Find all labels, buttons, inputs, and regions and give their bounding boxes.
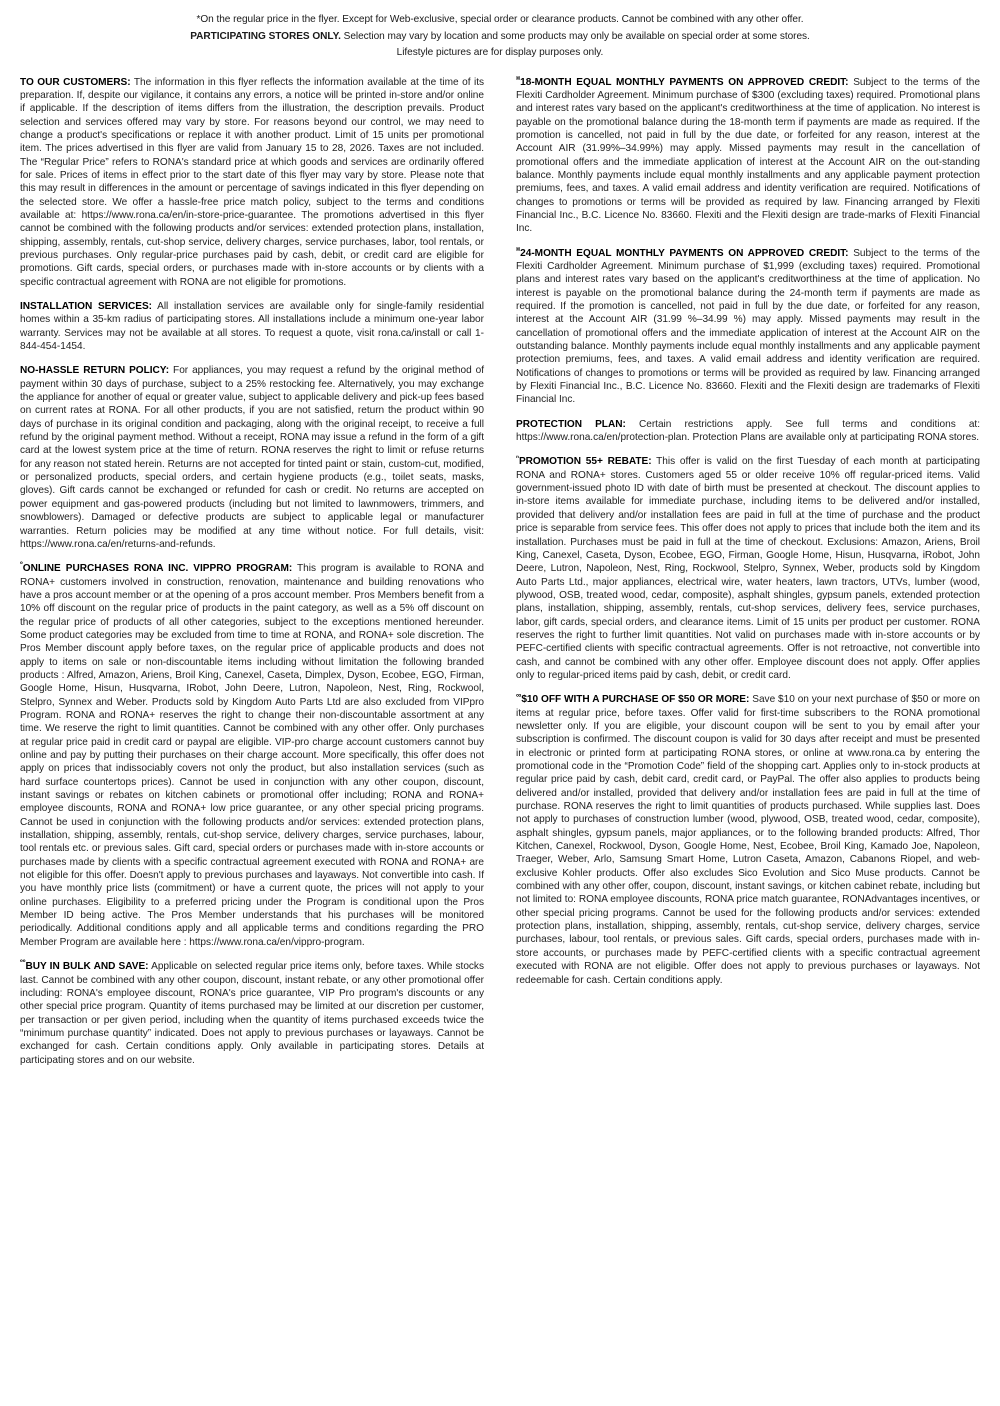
terms-columns (20, 73, 981, 1067)
section-body: This offer is valid on the first Tuesday of each month at participating RONA and RONA+ stores. Customers aged 55 or older receive 10% off regular-priced items. Valid government-issued photo ID with date of birth must be presented at checkout. The discount applies to in-store items available for immediate purchase, including items to be delivered and/or installed, provided that delivery and/or installation fees are paid in full at the time of purchase and the product price is separable from service fees. This offer does not apply to prices that include both the item and its installation. Purchases must be paid in full at the time of checkout. Exclusions: Amazon, Ariens, Broil King, Canexel, Caseta, Dyson, Ecobee, EGO, Firman, Google Home, Hisun, Husqvarna, iRobot, John Deere, Lutron, Napoleon, Nest, Ring, Rockwool, Stelpro, Synnex, Weber, products sold by Kingdom Auto Parts Ltd., major appliances, electrical wire, water heaters, lawn tractors, UTVs, lumber (wood, plywood, OSB, treated wood, cedar, composite), asphalt shingles, gypsum panels, extended protection plans, installation, shipping, assembly, rentals, cut-shop services, delivery fees, service purchases, labor, gift cards, special orders, and clearance items. Limit of 15 units per product per customer. RONA reserves the right to further limit quantities. Not valid on purchases made with in-store accounts or by PEFC-certified clients with specific contractual agreements. Offer is not retroactive, not convertible into cash, and cannot be combined with any other offer. Employee discount does not apply. Offer applies only to regular-priced items paid by cash, debit, or credit card. (516, 456, 980, 681)
section-body: Applicable on selected regular price items only, before taxes. While stocks last. Cannot be combined with any other coupon, discount, instant rebate, or any other promotional offer including: RONA's employee discount, RONA's price guarantee, VIP Pro program's discounts or any other special price program. Quantity of items purchased may be limited at our discretion per customer, per transaction or per given period, including when the quantity of items purchased exceeds twice the “minimum purchase quantity” indicated. Does not apply to previous purchases or layaways. Cannot be exchanged for cash. Certain conditions apply. Only available in participating stores. Details at participating stores and on our website. (20, 961, 484, 1066)
section-heading: NO-HASSLE RETURN POLICY: (20, 365, 170, 377)
section-heading: PROMOTION 55+ REBATE: (518, 456, 652, 468)
section-body: This program is available to RONA and RONA+ customers involved in construction, renovation, maintenance and building renovations who have a pros account member or at the opening of a pros account member. Pros Members benefit from a 10% off discount on the regular price of products in the paint category, as well as a 5% off discount on the regular price of products of all other categories, subject to the exceptions mentioned hereunder. Some product categories may be excluded from time to time at RONA, and RONA+ sole discretion. The Pros Member discount apply before taxes, on the regular price of applicable products and does not apply to items on sale or non-discountable items including without limitation the following branded products : Alfred, Amazon, Ariens, Broil King, Canexel, Caseta, Dimplex, Dyson, Ecobee, EGO, Firman, Google Home, Hisun, Husqvarna, IRobot, John Deere, Lutron, Napoleon, Nest, Ring, Rockwool, Stelpro, Synnex and Weber. Products sold by Kingdom Auto Parts Ltd are also excluded from VIPpro Program. RONA and RONA+ reserves the right to change their non-discountable assortment at any time. We reserve the right to limit quantities. Cannot be combined with any other offer. Only purchases at regular price paid in credit card or paypal are eligible. VIP-pro charge account customers cannot buy online and pay by putting their purchases on their charge account. More specifically, this offer does not apply on prices that indissociably covers not only the product, but also installation services (such as hard surface countertops prices). Cannot be used in conjunction with any other coupon, discount, instant savings or rebates on kitchen cabinets or promotional offer including; RONA and RONA+ employee discounts, RONA and RONA+ low price guarantee, or any other special pricing programs. Cannot be used in conjunction with the following products and/or services: extended protection plans, installation, shipping, assembly, rentals, cut-shop service, delivery charges, service purchases, labour, tool rentals etc. or previous sales. Gift card, special orders or purchases made with in-store accounts or purchases made by clients with a specific contractual agreement executed with RONA and RONA+ are not eligible for this offer. Doesn't apply to previous purchases and layaways. Not convertible into cash. If you have monthly price lists (commitment) or have a current quote, the prices will not apply to your online purchases. Eligibility to a preferred pricing under the Program is conditional upon the Pros Member ID being active. The Pros Member understands that his purchases will be monitored periodically. Additional conditions apply and all applicable terms and conditions regarding the PRO Member Program are available here : https://www.rona.ca/en/vippro-program. (20, 563, 484, 948)
section-body: All installation services are available only for single-family residential homes within a 35-km radius of participating stores. All installations include a minimum one-year labor warranty. Services may not be available at all stores. To request a quote, visit rona.ca/install or call 1-844-454-1454. (20, 301, 484, 353)
section-body: For appliances, you may request a refund by the original method of payment within 30 days of purchase, subject to a 25% restocking fee. Alternatively, you may exchange the appliance for another of equal or greater value, subject to applicable delivery and pick-up fees based on current rates at RONA. For all other products, if you are not satisfied, return the product within 90 days of purchase in its original condition and packaging, along with the original receipt, to receive a full refund by the original payment method. Without a receipt, RONA may issue a refund in the form of a gift card at the lowest system price at the time of return. RONA reserves the right to limit or refuse returns for any reason not stated herein. Returns are not accepted for tinted paint or stain, custom-cut, modified, or personalized products, special orders, and certain hygiene products (e.g., toilet seats, masks, gloves). Gift cards cannot be exchanged or refunded for cash or credit. No returns are accepted on power equipment and gas-powered products (including but not limited to lawnmowers, trimmers, and snowblowers). Damaged or defective products are subject to applicable legal or manufacturer warranties. Return policies may be modified at any time without notice. For full details, visit: https://www.rona.ca/en/returns-and-refunds. (20, 365, 484, 550)
terms-section (516, 418, 980, 445)
terms-section (20, 957, 484, 1067)
section-heading: 18-MONTH EQUAL MONTHLY PAYMENTS ON APPROVED CREDIT: (520, 76, 849, 88)
section-marker: ¤ (516, 244, 521, 254)
section-marker: ⁿ (516, 453, 519, 463)
participating-stores-label: PARTICIPATING STORES ONLY. (190, 30, 341, 42)
terms-section (20, 300, 484, 353)
section-body: Subject to the terms of the Flexiti Cardholder Agreement. Minimum purchase of $1,999 (excluding taxes) required. Promotional plans and interest rates vary based on the applicant's creditworthiness at the time of application. No interest is payable on the promotional balance during the 24-month term if payments are made as required. If the promotion is cancelled, not paid in full by the due date, or forfeited for any reason, interest at the Account AIR (31.99 %–34.99 %) may apply. Missed payments may result in the cancellation of promotional offers and the immediate application of interest at the Account AIR on the outstanding balance. Monthly payments include equal monthly installments and any applicable payment protection premiums, fees, and taxes. A valid email address and identity verification are required. Notifications of changes to promotions or terms will be provided as required by law. Financing arranged by Flexiti Financial Inc., B.C. Licence No. 83660. Flexiti and the Flexiti design are trademarks of Flexiti Financial Inc. (516, 247, 980, 406)
header-line-1: *On the regular price in the flyer. Except for Web-exclusive, special order or clearance products. Cannot be combined with any other offer. (196, 14, 804, 25)
section-body: Subject to the terms of the Flexiti Cardholder Agreement. Minimum purchase of $300 (excluding taxes) required. Promotional plans and interest rates vary based on the applicant's creditworthiness at the time of application. No interest is payable on the promotional balance during the 18-month term if payments are made as required. If the promotion is cancelled, not paid in full by the due date, or forfeited for any reason, interest at the Account AIR (31.99%–34.99%) may apply. Missed payments may result in the cancellation of promotional offers and the immediate application of interest at the Account AIR on the out-standing balance. Monthly payments include equal monthly installments and any applicable payment protection premiums, fees, and taxes. A valid email address and identity verification are required. Notifications of changes to promotions or terms will be provided as required by law. Financing arranged by Flexiti Financial Inc., B.C. Licence No. 83660. Flexiti and the Flexiti design are trade-marks of Flexiti Financial Inc. (516, 76, 980, 235)
section-heading: TO OUR CUSTOMERS: (20, 76, 131, 88)
section-body: Save $10 on your next purchase of $50 or more on items at regular price, before taxes. Offer valid for first-time subscribers to the RONA promotional newsletter only. If you are eligible, your discount coupon will be sent to you by email after your subscription is confirmed. The discount coupon is valid for 30 days after receipt and must be presented in electronic or printed form at participating RONA stores, or online at www.rona.ca by entering the promotional code in the “Promotion Code” field of the shopping cart. Applies only to in-stock products at regular price paid by cash, debit card, credit card, or PayPal. The offer also applies to products being delivered and/or installed, provided that delivery and/or installation fees are paid in full at the time of purchase. RONA reserves the right to limit quantities of products purchased. While supplies last. Does not apply to purchases of construction lumber (wood, plywood, OSB, treated wood, cedar, composite), asphalt shingles, gypsum panels, major appliances, or to the following branded products: Alfred, Thor Kitchen, Canexel, Rockwool, Dyson, Google Home, Nest, Ecobee, Broil King, Kamado Joe, Napoleon, Traeger, Weber, Arlo, Samsung Smart Home, Lutron Caseta, Amazon, Cabanons Riopel, and web-exclusive Kohler products. Offer also excludes Sico Evolution and Sico Muse products. Cannot be combined with any other offer, coupon, discount, instant savings, or kitchen cabinet rebate, including but not limited to: RONA employee discounts, RONA price match guarantee, RONAdvantages incentives, or other special pricing programs. Cannot be used for the following products and/or services: extended protection plans, installation, shipping, assembly, rentals, cut-shop service, delivery charges, service purchases, labour, tool rentals, or previous sales. Gift cards, special orders, purchases made with in-store accounts, or purchases made by PEFC-certified clients with a specific contractual agreement executed with RONA are not eligible. Offer does not apply to previous purchases or layaways. Not redeemable for cash. Certain conditions apply. (516, 694, 981, 986)
terms-section (516, 455, 980, 682)
terms-section (516, 690, 981, 987)
section-heading: ONLINE PURCHASES RONA INC. VIPPRO PROGRAM: (22, 563, 293, 575)
section-marker: ¤ (516, 73, 521, 83)
section-heading: PROTECTION PLAN: (516, 418, 626, 430)
right-column (516, 73, 981, 987)
header-line-2 (20, 29, 980, 46)
header-line-2-text: Selection may vary by location and some products may only be available on special order at some stores. (340, 30, 810, 42)
section-marker: ºº (20, 957, 26, 967)
terms-section (516, 244, 980, 407)
section-heading: INSTALLATION SERVICES: (20, 301, 152, 312)
header-disclaimer (20, 12, 980, 62)
section-heading: $10 OFF WITH A PURCHASE OF $50 OR MORE: (521, 694, 750, 706)
section-marker: º (20, 559, 23, 569)
section-body: Certain restrictions apply. See full terms and conditions at: https://www.rona.ca/en/protection-plan. Protection Plans are available only at participating RONA stores. (516, 418, 981, 444)
terms-section (20, 364, 484, 551)
section-heading: BUY IN BULK AND SAVE: (25, 961, 149, 973)
left-column (20, 76, 484, 1067)
section-marker: ∞ (516, 690, 522, 700)
terms-section (20, 76, 484, 290)
section-body: The information in this flyer reflects the information available at the time of its preparation. If, despite our vigilance, it contains any errors, a notice will be printed in-store and/or online if applicable. If the description of items differs from the illustration, the description prevails. Product selection and services offered may vary by store. For reasons beyond our control, we may need to change a product's specifications or replace it with another product. Limit of 15 units per promotional item. The prices advertised in this flyer are valid from January 15 to 28, 2026. Taxes are not included. The “Regular Price” refers to RONA's standard price at which goods and services are ordinarily offered for sale. Prices of items in effect prior to the start date of this flyer may vary by store. Please note that this may result in differences in the amount or percentage of savings indicated in this flyer depending on the selected store. We offer a hassle-free price match policy, subject to the terms and conditions available at: https://www.rona.ca/en/in-store-price-guarantee. The promotions advertised in this flyer cannot be combined with the following products and/or services: extended protection plans, installation, shipping, assembly, rentals, cut-shop service, delivery charges, service purchases, labor, tool rentals, or previous purchases. Only regular-price purchases paid by cash, debit, or credit card are eligible for promotions. Gift cards, special orders, or purchases made with in-store accounts or by clients with a specific contractual agreement with RONA are not eligible for promotions. (20, 76, 484, 288)
terms-section (516, 73, 980, 236)
header-line-3: Lifestyle pictures are for display purposes only. (396, 47, 604, 58)
section-heading: 24-MONTH EQUAL MONTHLY PAYMENTS ON APPROVED CREDIT: (520, 247, 849, 259)
terms-section (20, 559, 484, 949)
